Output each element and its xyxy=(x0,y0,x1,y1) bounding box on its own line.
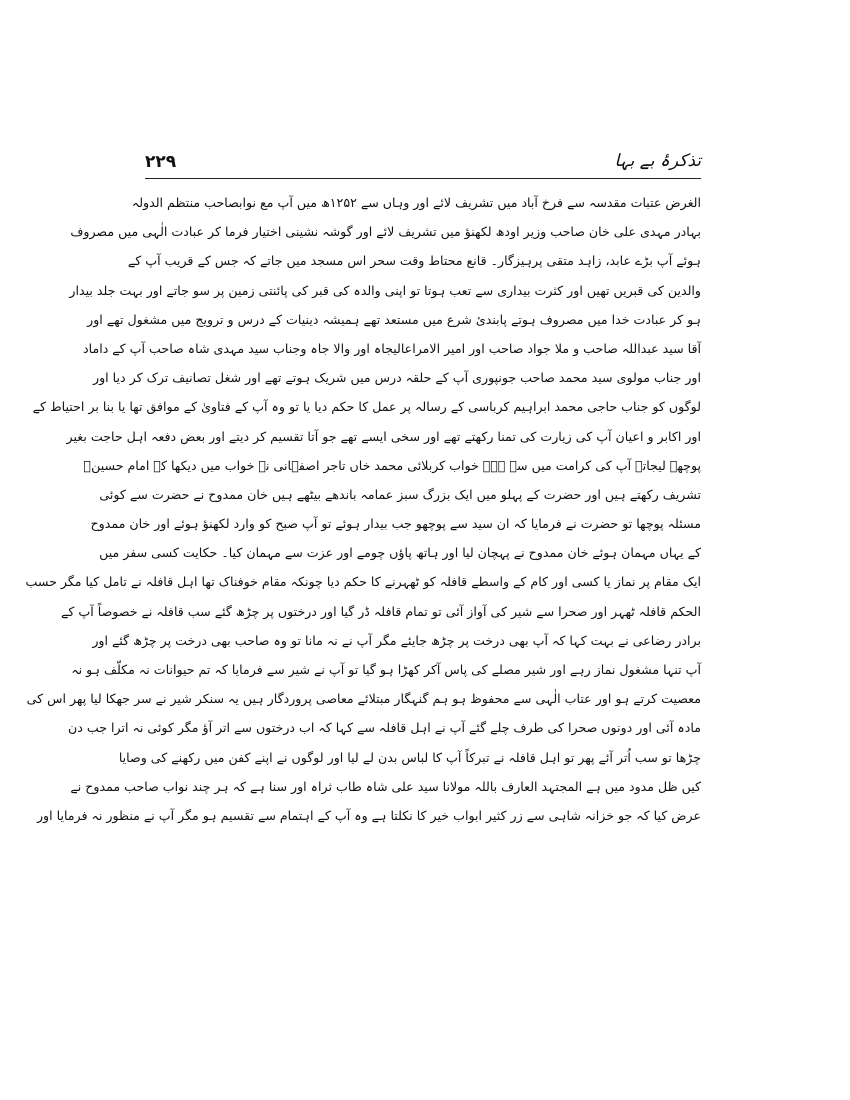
page-number: ۲۲۹ xyxy=(145,152,177,172)
text-line: الغرض عتبات مقدسہ سے فرخ آباد میں تشریف لائے اور وہاں سے ۱۲۵۲ھ میں آپ مع نوابصاحب منتظم الدولہ xyxy=(131,195,701,210)
text-line: ایک مقام پر نماز یا کسی اور کام کے واسطے قافلہ کو ٹھہرنے کا حکم دیا چونکہ مقام خوفناک تھا اہل قافلہ نے تامل کیا مگر حسب xyxy=(25,574,701,590)
text-line: پوچھے لیجاتے آپ کی کرامت میں سے ہے۔ خواب کربلائی محمد خاں تاجر اصفہانی نے خواب میں دیکھا کہ امام حسینؑ xyxy=(83,457,701,473)
text-line: تشریف رکھتے ہیں اور حضرت کے پہلو میں ایک بزرگ سبز عمامہ باندھے بیٹھے ہیں خان ممدوح نے حضرت سے کوئی xyxy=(99,486,701,502)
text-line: اور جناب مولوی سید محمد صاحب جونپوری آپ کے حلقہ درس میں شریک ہوتے تھے اور شغل تصانیف ترک کر دیا اور xyxy=(93,370,701,386)
text-line: بہادر مہدی علی خان صاحب وزیر اودھ لکھنؤ میں تشریف لائے اور گوشہ نشینی اختیار فرما کر عبادت الٰہی میں مصروف xyxy=(70,224,701,240)
text-line: ہوئے آپ بڑے عابد، زاہد متقی پرہیزگار۔ قانع محتاط وقت سحر اس مسجد میں جاتے کہ جس کے قریب آپ کے xyxy=(127,253,701,269)
text-line: لوگوں کو جناب حاجی محمد ابراہیم کرباسی کے رسالہ پر عمل کا حکم دیا یا تو وہ آپ کے فتاویٰ کے موافق تھا یا بنا بر احتیاط کے xyxy=(32,399,701,415)
running-title: تذکرۂ بے بہا xyxy=(614,151,701,171)
text-line: الحکم قافلہ ٹھہر اور صحرا سے شیر کی آواز آئی تو تمام قافلہ ڈر گیا اور درختوں پر چڑھ گئے سب قافلہ نے خصوصاً آپ کے xyxy=(61,603,701,619)
text-line: مسئلہ پوچھا تو حضرت نے فرمایا کہ ان سید سے پوچھو جب بیدار ہوئے تو آپ صبح کو وارد لکھنؤ ہوئے اور خان ممدوح xyxy=(90,516,701,532)
text-line: عرض کیا کہ جو خزانہ شاہی سے زر کثیر ابواب خیر کا نکلتا ہے وہ آپ کے اہتمام سے تقسیم ہو مگر آپ نے منظور نہ فرمایا اور xyxy=(36,807,701,823)
text-line: کے یہاں مہمان ہوئے خان ممدوح نے پہچان لیا اور ہاتھ پاؤں چومے اور عزت سے مہمان کیا۔ حکایت کسی سفر میں xyxy=(99,545,701,561)
text-line: آپ تنہا مشغول نماز رہے اور شیر مصلے کی پاس آکر کھڑا ہو گیا تو آپ نے شیر سے فرمایا کہ تم حیوانات نہ مکلّف ہو نہ xyxy=(71,662,701,677)
text-line: والدین کی قبریں تھیں اور کثرت بیداری سے تعب ہوتا تو اپنی والدہ کی قبر کی پائنتی زمین پر سو جاتے اور بہت جلد بیدار xyxy=(69,282,701,298)
text-line: معصیت کرتے ہو اور عتاب الٰہی سے محفوظ ہو ہم گنہگار مبتلائے معاصی پروردگار ہیں یہ سنکر شیر نے سر جھکا لیا پھر اس کی xyxy=(26,691,701,707)
text-line: آقا سید عبداللہ صاحب و ملا جواد صاحب اور امیر الامراعالیجاہ اور والا جاہ وجناب سید مہدی شاہ صاحب آپ کے داماد xyxy=(83,340,701,356)
text-line: چڑھا تو سب اُتر آئے پھر تو اہل قافلہ نے تبرکاً آپ کا لباس بدن لے لیا اور لوگوں نے اپنے کفن میں رکھنے کی وصایا xyxy=(118,749,701,765)
text-line: کیں ظل مدود میں ہے المجتہد العارف باللہ مولانا سید علی شاہ طاب ثراہ اور سنا ہے کہ ہر چند نواب صاحب ممدوح نے xyxy=(70,778,701,794)
text-line: اور اکابر و اعیان آپ کی زیارت کی تمنا رکھتے تھے اور سخی ایسے تھے جو آتا تقسیم کر دیتے اور بعض دفعہ اہل حاجت بغیر xyxy=(66,428,701,444)
text-line: ہو کر عبادت خدا میں مصروف ہوتے پابندئ شرع میں مستعد تھے ہمیشہ دینیات کے درس و ترویج میں مشغول تھے اور xyxy=(87,311,701,327)
page-header xyxy=(145,148,701,178)
header-divider xyxy=(145,178,701,179)
text-line: مادہ آئی اور دونوں صحرا کی طرف چلے گئے آپ نے اہل قافلہ سے کہا کہ اب درختوں سے اتر آؤ مگر کوئی نہ اترا جب دن xyxy=(67,720,701,736)
body-text xyxy=(25,188,701,830)
text-line: برادر رضاعی نے بہت کہا کہ آپ بھی درخت پر چڑھ جایئے مگر آپ نے نہ مانا تو وہ صاحب بھی درخت پر چڑھ گئے اور xyxy=(92,632,701,648)
